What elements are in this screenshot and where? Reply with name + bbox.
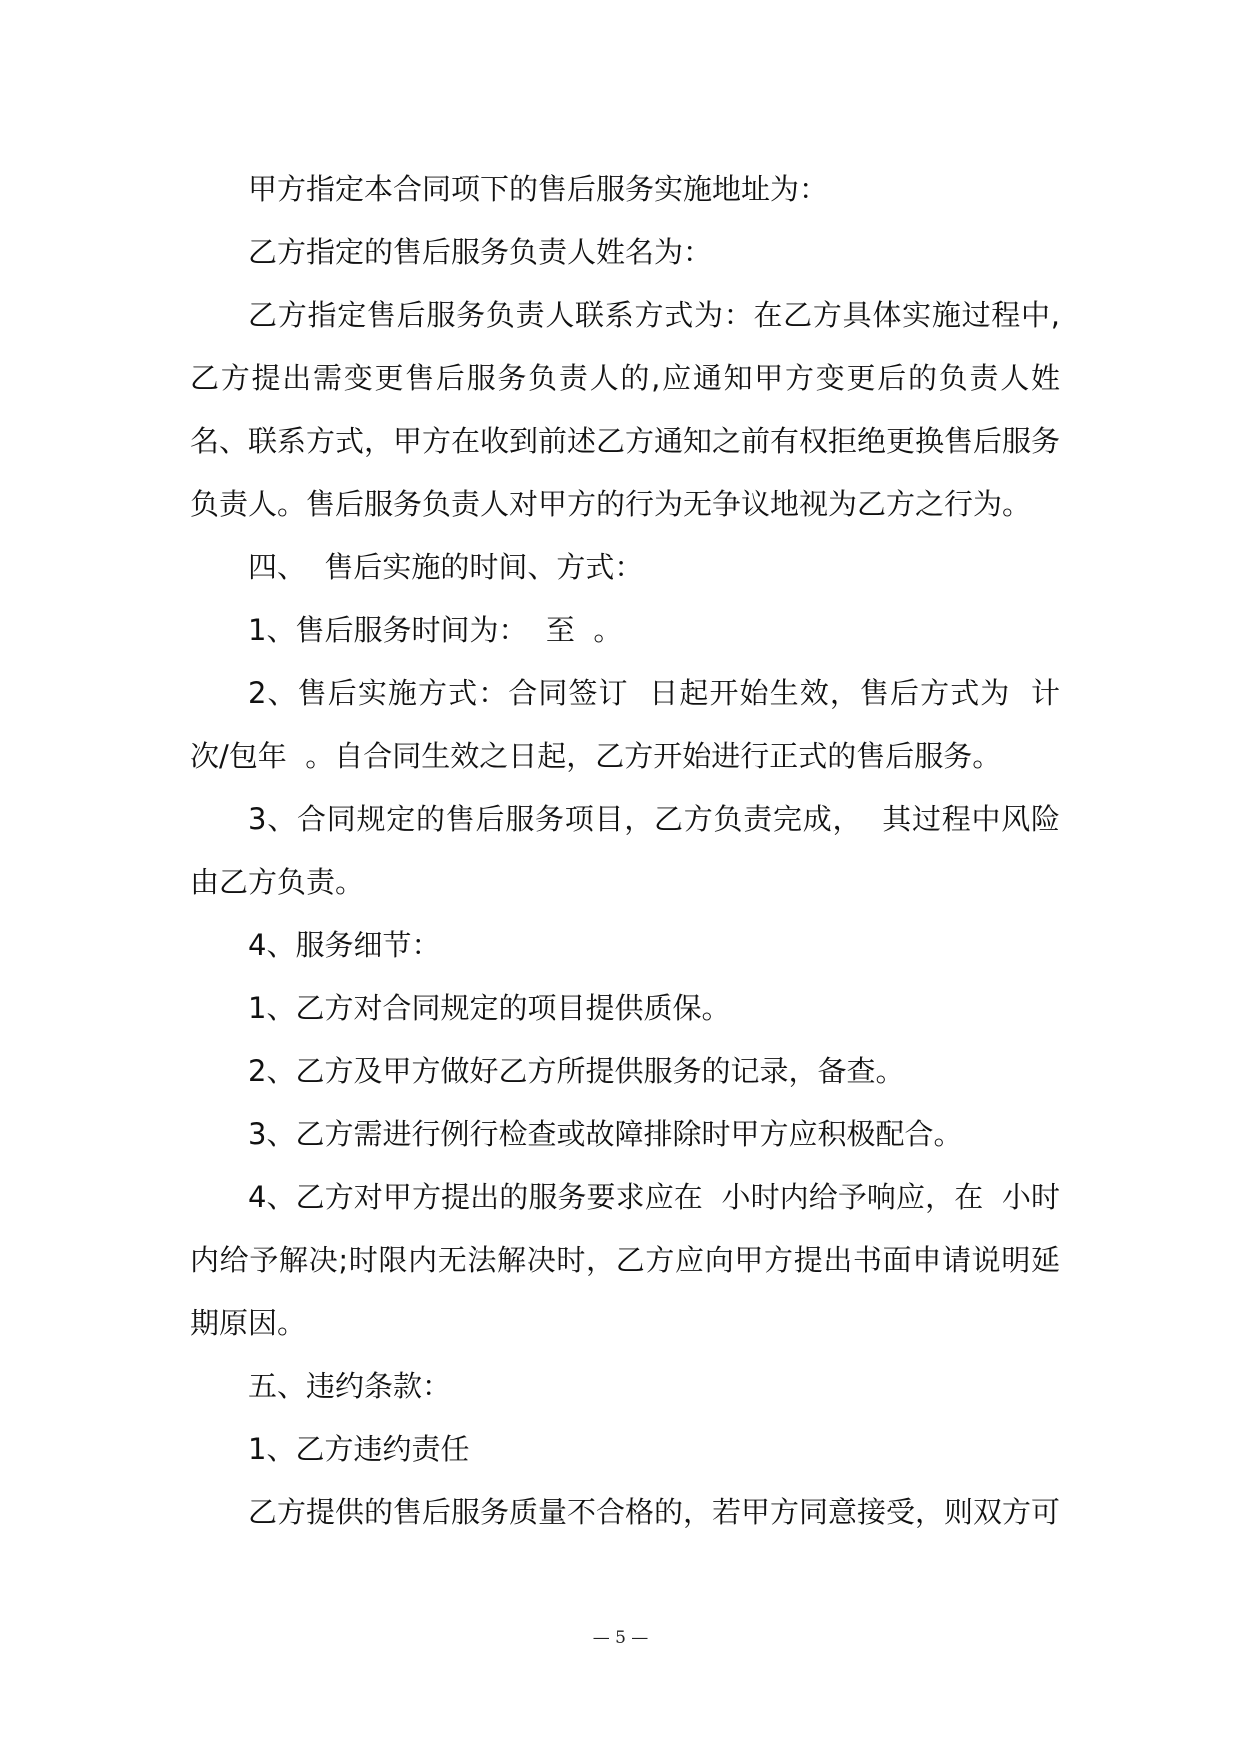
list-item-service-records: 2、乙方及甲方做好乙方所提供服务的记录，备查。 (248, 1054, 905, 1088)
list-item-inspection-cooperation: 3、乙方需进行例行检查或故障排除时甲方应积极配合。 (248, 1117, 963, 1151)
paragraph-service-manager-name: 乙方指定的售后服务负责人姓名为： (248, 235, 713, 269)
section-heading-five: 五、违约条款： (248, 1369, 452, 1403)
page-number: — 5 — (592, 1628, 649, 1648)
list-item-warranty: 1、乙方对合同规定的项目提供质保。 (248, 991, 731, 1025)
list-item-response-time: 4、乙方对甲方提出的服务要求应在 小时内给予响应，在 小时内给予解决;时限内无法解决时，乙方应向甲方提出书面申请说明延期原因。 (190, 1180, 1060, 1340)
list-item-service-details: 4、服务细节： (248, 928, 441, 962)
list-item-service-responsibility: 3、合同规定的售后服务项目，乙方负责完成， 其过程中风险由乙方负责。 (190, 802, 1060, 899)
section-heading-four: 四、 售后实施的时间、方式： (248, 550, 644, 584)
paragraph-quality-failure: 乙方提供的售后服务质量不合格的，若甲方同意接受，则双方可 (248, 1495, 1061, 1529)
list-item-service-time: 1、售后服务时间为： 至 。 (248, 613, 623, 647)
document-body (190, 158, 1060, 1544)
list-item-breach-liability: 1、乙方违约责任 (248, 1432, 470, 1466)
list-item-service-method: 2、售后实施方式：合同签订 日起开始生效，售后方式为 计次/包年 。自合同生效之日起，乙方开始进行正式的售后服务。 (190, 676, 1060, 773)
paragraph-service-address: 甲方指定本合同项下的售后服务实施地址为： (248, 172, 829, 206)
paragraph-service-manager-contact: 乙方指定售后服务负责人联系方式为：在乙方具体实施过程中,乙方提出需变更售后服务负责人的,应通知甲方变更后的负责人姓名、联系方式，甲方在收到前述乙方通知之前有权拒绝更换售后服务负责人。售后服务负责人对甲方的行为无争议地视为乙方之行为。 (190, 298, 1061, 521)
